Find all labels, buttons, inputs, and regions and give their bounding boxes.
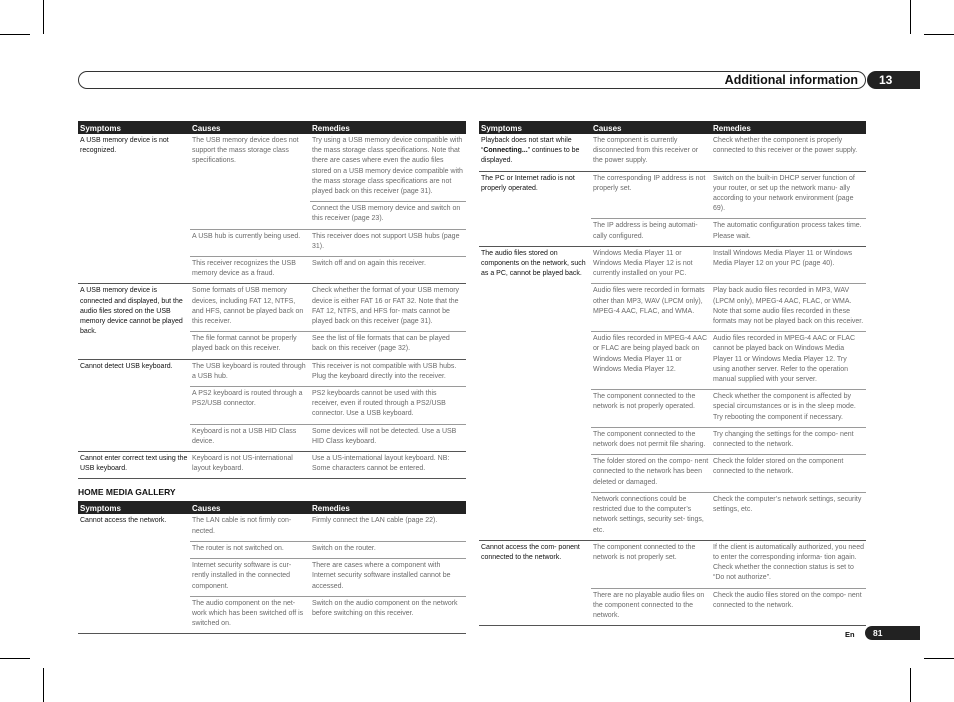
remedy-cell: Check whether the format of your USB memory device is either FAT 16 or FAT 32. Note that the FAT 12, NTFS, and HFS for- mats cannot be played back on this receiver (page 31). xyxy=(310,284,466,332)
crop-mark xyxy=(910,668,911,702)
page-number: 81 xyxy=(865,626,920,640)
symptom-cell: Cannot access the com- ponent connected to the network. xyxy=(479,540,591,625)
cause-cell: The IP address is being automati- cally configured. xyxy=(591,219,711,246)
cause-cell: Internet security software is cur- rently installed in the connected component. xyxy=(190,559,310,597)
symptoms-header: Symptoms xyxy=(479,121,591,134)
cause-cell: Audio files recorded in MPEG-4 AAC or FLAC are being played back on Windows Media Player 11 or Windows Media Player 12. xyxy=(591,332,711,390)
remedy-cell: Switch off and on again this receiver. xyxy=(310,257,466,284)
cause-cell: The USB keyboard is routed through a USB hub. xyxy=(190,359,310,386)
chapter-number: 13 xyxy=(867,71,920,89)
symptoms-header: Symptoms xyxy=(78,501,190,514)
remedy-cell: There are cases where a component with Internet security software installed cannot be accessed. xyxy=(310,559,466,597)
table-header-row xyxy=(479,121,866,134)
remedy-cell: This receiver is not compatible with USB hubs. Plug the keyboard directly into the receiver. xyxy=(310,359,466,386)
cause-cell: The corresponding IP address is not properly set. xyxy=(591,171,711,219)
table-row xyxy=(479,134,866,171)
home-media-gallery-heading: HOME MEDIA GALLERY xyxy=(78,487,176,498)
crop-mark xyxy=(924,658,954,659)
causes-header: Causes xyxy=(190,121,310,134)
remedy-cell: See the list of file formats that can be played back on this receiver (page 32). xyxy=(310,332,466,359)
cause-cell: Audio files were recorded in formats other than MP3, WAV (LPCM only), MPEG-4 AAC, FLAC, and WMA. xyxy=(591,284,711,332)
remedies-header: Remedies xyxy=(310,121,466,134)
symptom-cell: Playback does not start while “Connecting...” continues to be displayed. xyxy=(479,134,591,171)
troubleshooting-table xyxy=(479,121,866,626)
cause-cell: Some formats of USB memory devices, including FAT 12, NTFS, and HFS, cannot be played back on this receiver. xyxy=(190,284,310,332)
causes-header: Causes xyxy=(591,121,711,134)
cause-cell: The component is currently disconnected from this receiver or the power supply. xyxy=(591,134,711,171)
crop-mark xyxy=(910,0,911,34)
remedy-cell: Check the audio files stored on the compo- nent connected to the network. xyxy=(711,588,866,626)
right-column xyxy=(479,121,866,626)
cause-cell: Keyboard is not US-international layout keyboard. xyxy=(190,452,310,479)
crop-mark xyxy=(0,658,30,659)
cause-cell: The component connected to the network is not properly set. xyxy=(591,540,711,588)
crop-mark xyxy=(924,34,954,35)
symptom-cell: Cannot detect USB keyboard. xyxy=(78,359,190,451)
table-header-row xyxy=(78,121,466,134)
crop-mark xyxy=(43,668,44,702)
table-row xyxy=(78,284,466,332)
cause-cell: A PS2 keyboard is routed through a PS2/USB connector. xyxy=(190,387,310,425)
remedy-cell: Use a US-international layout keyboard. NB: Some characters cannot be entered. xyxy=(310,452,466,479)
remedy-cell: Try using a USB memory device compatible with the mass storage class specifications. Note that there are cases where even the audio files stored on a USB memory device compatible with the mass storage class specifications are not played back on this receiver (page 31). xyxy=(310,134,466,202)
remedy-cell: Play back audio files recorded in MP3, WAV (LPCM only), MPEG-4 AAC, FLAC, or WMA. Note that some audio files recorded in these formats may not be played back on this receiver. xyxy=(711,284,866,332)
table-row xyxy=(78,359,466,386)
home-media-table xyxy=(78,501,466,634)
remedy-cell: This receiver does not support USB hubs (page 31). xyxy=(310,229,466,256)
remedies-header: Remedies xyxy=(310,501,466,514)
remedy-cell: Audio files recorded in MPEG-4 AAC or FLAC cannot be played back on Windows Media Player 11 or Windows Media Player 12. Try using another server. Refer to the operation manual supplied with your server. xyxy=(711,332,866,390)
table-row xyxy=(78,514,466,541)
table-header-row xyxy=(78,501,466,514)
cause-cell: Windows Media Player 11 or Windows Media Player 12 is not currently installed on your PC. xyxy=(591,246,711,284)
remedy-cell: PS2 keyboards cannot be used with this receiver, even if routed through a PS2/USB connector. Use a USB keyboard. xyxy=(310,387,466,425)
symptom-cell: A USB memory device is connected and displayed, but the audio files stored on the USB memory device cannot be played back. xyxy=(78,284,190,359)
remedy-cell: Check the folder stored on the component connected to the network. xyxy=(711,455,866,493)
crop-mark xyxy=(0,34,30,35)
page-section-title: Additional information xyxy=(724,73,858,87)
remedy-cell: Connect the USB memory device and switch on this receiver (page 23). xyxy=(310,202,466,229)
remedy-cell: Switch on the built-in DHCP server function of your router, or set up the network manu- ally according to your network environment (page 69). xyxy=(711,171,866,219)
usb-troubleshooting-table xyxy=(78,121,466,479)
remedy-cell: Check the computer’s network settings, security settings, etc. xyxy=(711,492,866,540)
table-row xyxy=(479,246,866,284)
table-row xyxy=(78,134,466,202)
remedy-cell: Firmly connect the LAN cable (page 22). xyxy=(310,514,466,541)
cause-cell: This receiver recognizes the USB memory device as a fraud. xyxy=(190,257,310,284)
cause-cell: A USB hub is currently being used. xyxy=(190,229,310,256)
remedy-cell: The automatic configuration process takes time. Please wait. xyxy=(711,219,866,246)
remedy-cell: Check whether the component is affected by special circumstances or is in the sleep mode. Try rebooting the component if necessary. xyxy=(711,390,866,428)
symptom-cell: A USB memory device is not recognized. xyxy=(78,134,190,284)
cause-cell: Network connections could be restricted due to the computer’s network settings, security set- tings, etc. xyxy=(591,492,711,540)
symptom-cell: The PC or Internet radio is not properly operated. xyxy=(479,171,591,246)
table-row xyxy=(479,171,866,219)
remedy-cell: Install Windows Media Player 11 or Windows Media Player 12 on your PC (page 40). xyxy=(711,246,866,284)
cause-cell: Keyboard is not a USB HID Class device. xyxy=(190,424,310,451)
symptom-cell: The audio files stored on components on the network, such as a PC, cannot be played back. xyxy=(479,246,591,540)
remedy-cell: Switch on the router. xyxy=(310,541,466,558)
cause-cell: The file format cannot be properly played back on this receiver. xyxy=(190,332,310,359)
language-label: En xyxy=(845,630,855,639)
cause-cell: There are no playable audio files on the component connected to the network. xyxy=(591,588,711,626)
symptom-cell: Cannot access the network. xyxy=(78,514,190,633)
left-column xyxy=(78,121,466,634)
symptoms-header: Symptoms xyxy=(78,121,190,134)
cause-cell: The LAN cable is not firmly con- nected. xyxy=(190,514,310,541)
crop-mark xyxy=(43,0,44,34)
cause-cell: The router is not switched on. xyxy=(190,541,310,558)
cause-cell: The USB memory device does not support the mass storage class specifications. xyxy=(190,134,310,229)
cause-cell: The audio component on the net- work which has been switched off is switched on. xyxy=(190,596,310,634)
table-row xyxy=(78,452,466,479)
network-troubleshooting-table xyxy=(479,121,866,626)
symptom-cell: Cannot enter correct text using the USB keyboard. xyxy=(78,452,190,479)
remedies-header: Remedies xyxy=(711,121,866,134)
cause-cell: The folder stored on the compo- nent connected to the network has been deleted or damaged. xyxy=(591,455,711,493)
remedy-cell: Try changing the settings for the compo- nent connected to the network. xyxy=(711,427,866,454)
remedy-cell: Some devices will not be detected. Use a USB HID Class keyboard. xyxy=(310,424,466,451)
troubleshooting-table xyxy=(78,501,466,634)
remedy-cell: Check whether the component is properly connected to this receiver or the power supply. xyxy=(711,134,866,171)
cause-cell: The component connected to the network does not permit file sharing. xyxy=(591,427,711,454)
remedy-cell: If the client is automatically authorized, you need to enter the corresponding informa- tion again. Check whether the connection status is set to “Do not authorize”. xyxy=(711,540,866,588)
causes-header: Causes xyxy=(190,501,310,514)
cause-cell: The component connected to the network is not properly operated. xyxy=(591,390,711,428)
remedy-cell: Switch on the audio component on the network before switching on this receiver. xyxy=(310,596,466,634)
troubleshooting-table xyxy=(78,121,466,479)
table-row xyxy=(479,540,866,588)
